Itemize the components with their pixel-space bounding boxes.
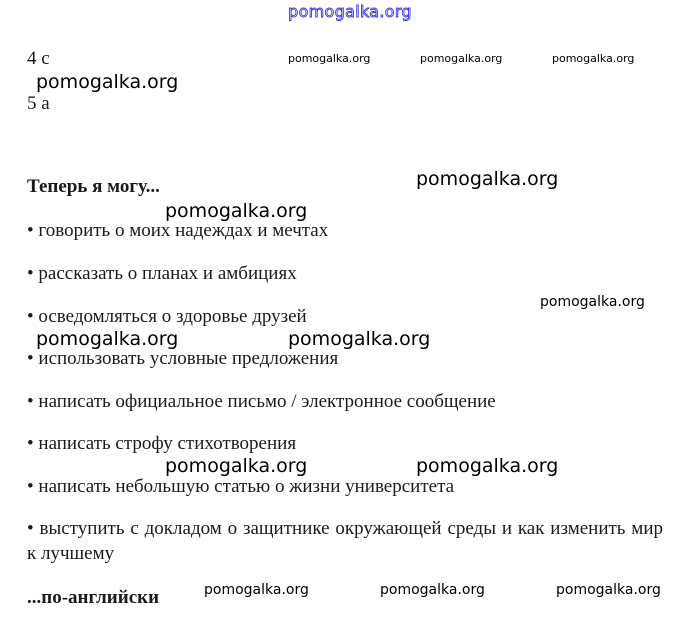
- bullet-item: • рассказать о планах и амбициях: [27, 263, 297, 284]
- answer-item: 4 c: [27, 48, 50, 69]
- watermark: pomogalka.org: [416, 168, 559, 190]
- watermark: pomogalka.org: [416, 455, 559, 477]
- bullet-item: • использовать условные предложения: [27, 348, 339, 369]
- watermark: pomogalka.org: [204, 582, 309, 598]
- watermark: pomogalka.org: [165, 455, 308, 477]
- bullet-item: • выступить с докладом о защитнике окружающей среды и как изменить мир к лучшему: [27, 518, 663, 564]
- section-title: Теперь я могу...: [27, 176, 160, 197]
- watermark: pomogalka.org: [540, 294, 645, 310]
- watermark: pomogalka.org: [556, 582, 661, 598]
- bullet-item: • написать небольшую статью о жизни университета: [27, 476, 455, 497]
- header-watermark: pomogalka.org: [288, 2, 412, 21]
- watermark: pomogalka.org: [288, 52, 371, 65]
- bullet-item: • говорить о моих надеждах и мечтах: [27, 220, 329, 241]
- watermark: pomogalka.org: [380, 582, 485, 598]
- bullet-item: • написать строфу стихотворения: [27, 433, 297, 454]
- watermark: pomogalka.org: [552, 52, 635, 65]
- closing-line: ...по-английски: [27, 587, 160, 608]
- bullet-item: • написать официальное письмо / электронное сообщение: [27, 391, 496, 412]
- watermark: pomogalka.org: [288, 328, 431, 350]
- bullet-item: • осведомляться о здоровье друзей: [27, 306, 307, 327]
- watermark: pomogalka.org: [36, 328, 179, 350]
- watermark: pomogalka.org: [36, 71, 179, 93]
- answer-item: 5 a: [27, 93, 50, 114]
- watermark: pomogalka.org: [165, 200, 308, 222]
- watermark: pomogalka.org: [420, 52, 503, 65]
